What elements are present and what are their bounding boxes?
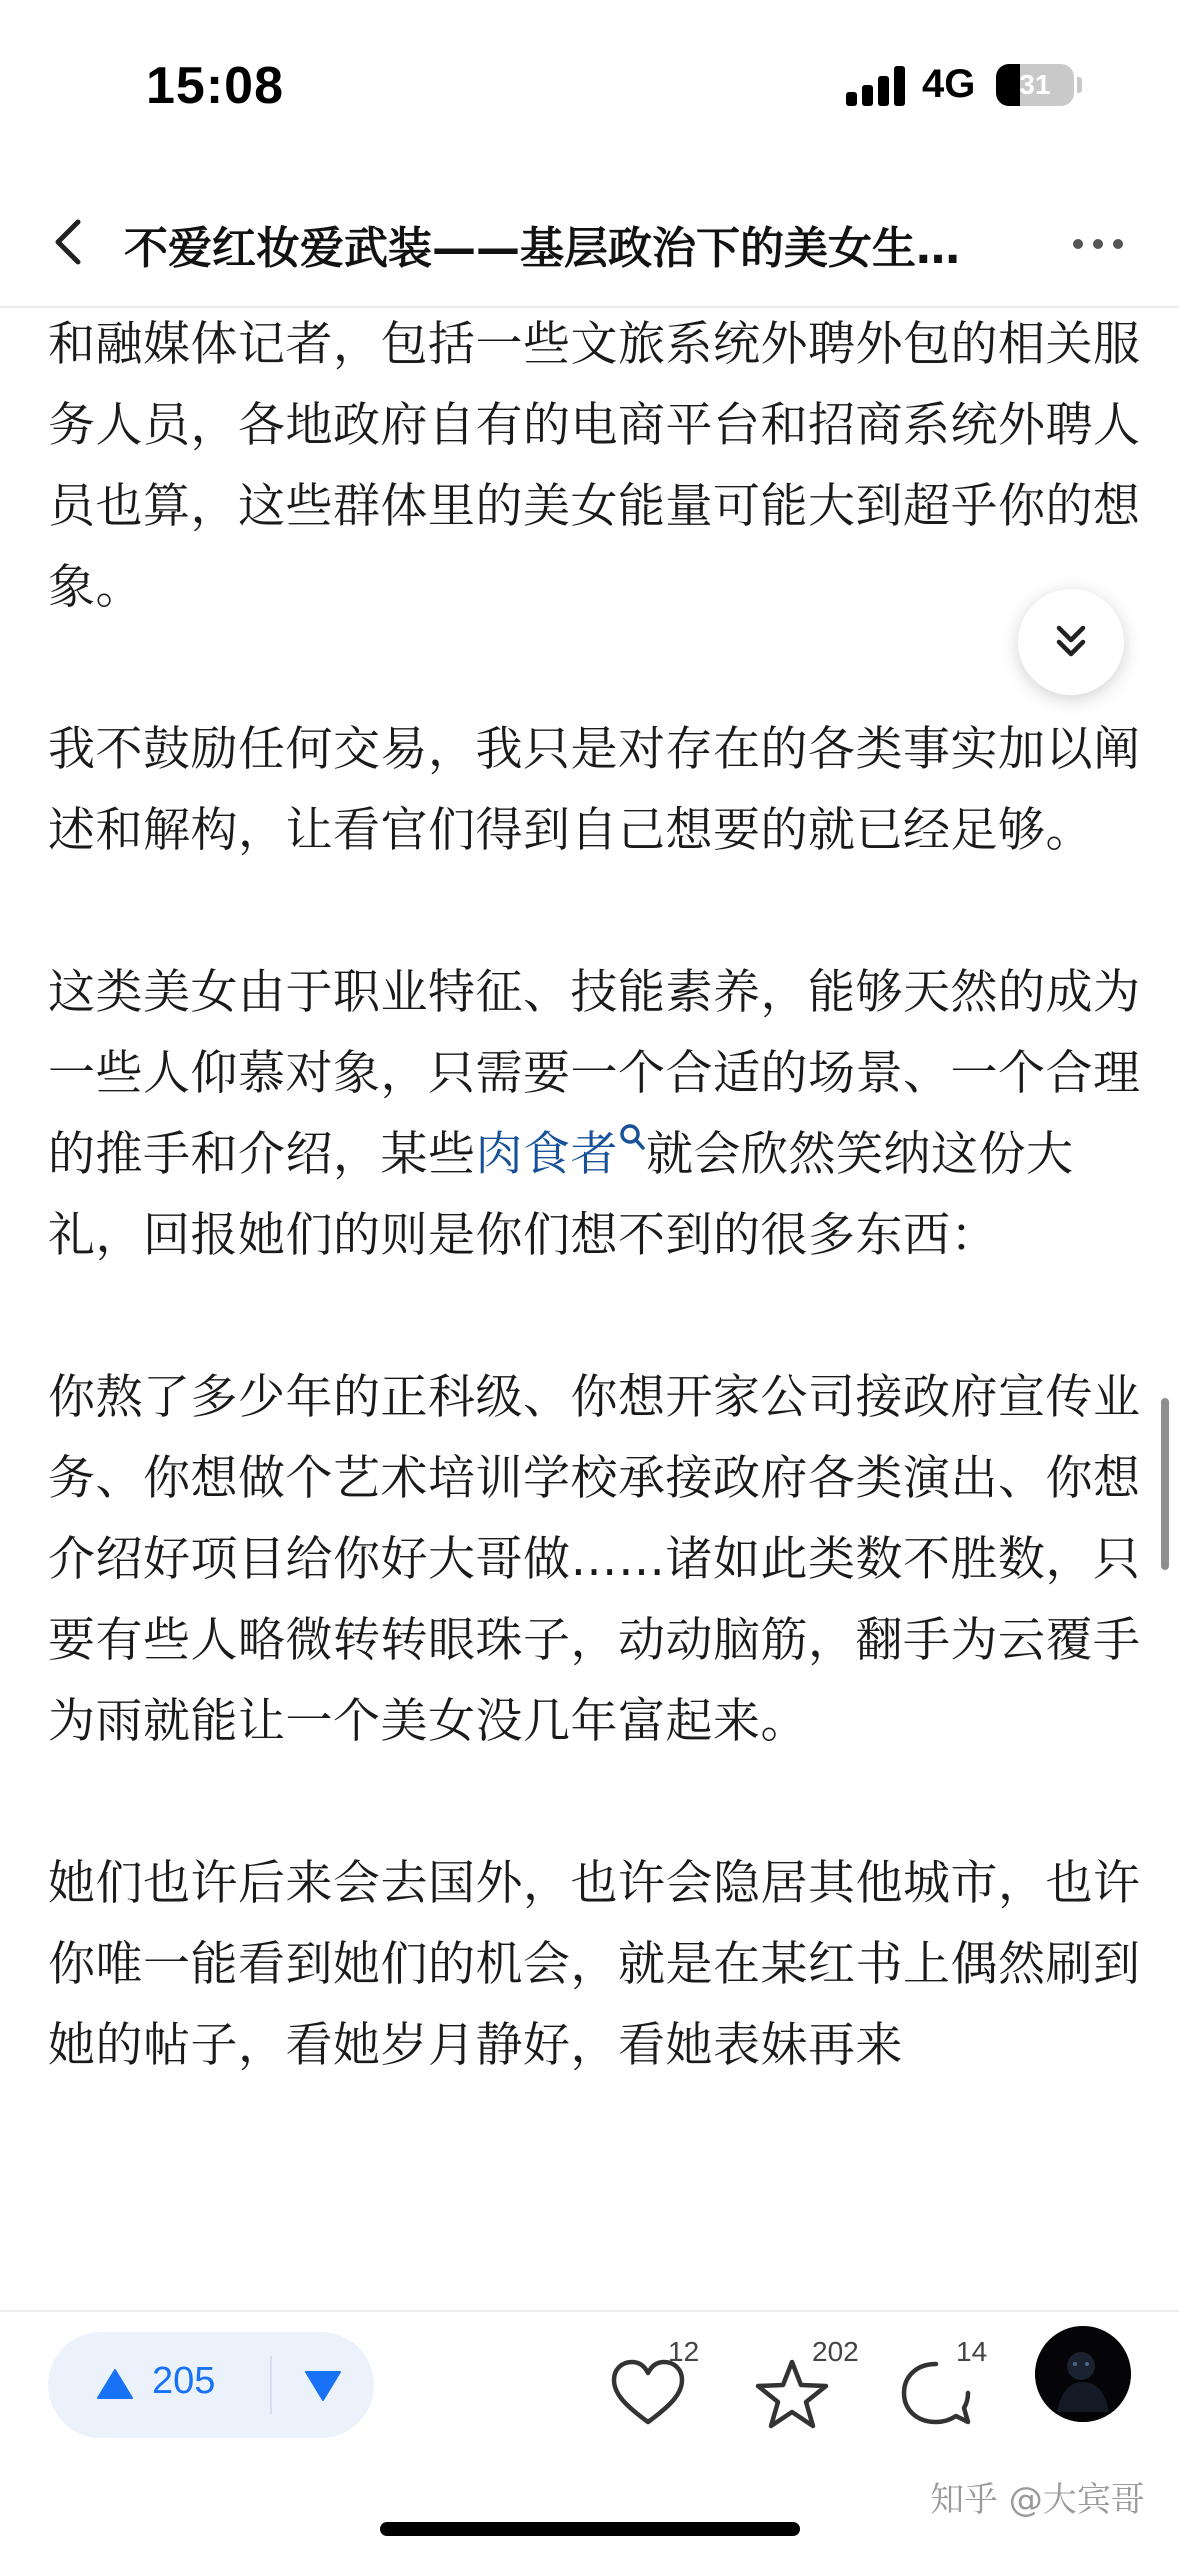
home-indicator[interactable]: [380, 2522, 800, 2536]
article-body: [48, 304, 1158, 2167]
battery-tip: [1077, 77, 1082, 93]
battery-icon: [996, 64, 1074, 106]
scroll-next-button[interactable]: [1018, 589, 1124, 695]
vote-divider: [270, 2356, 272, 2414]
article-paragraph: 她们也许后来会去国外，也许会隐居其他城市，也许你唯一能看到她们的机会，就是在某红书上偶然刷到她的帖子，看她岁月静好，看她表妹再来: [48, 1856, 1141, 2073]
cellular-signal-icon: [846, 66, 906, 106]
article-title[interactable]: 不爱红妆爱武装——基层政治下的美女生…: [124, 223, 960, 274]
article-paragraph: 我不鼓励任何交易，我只是对存在的各类事实加以阐述和解构，让看官们得到自己想要的就已经足够。: [48, 722, 1141, 858]
article-paragraph: 和融媒体记者，包括一些文旅系统外聘外包的相关服务人员，各地政府自有的电商平台和招商系统外聘人员也算，这些群体里的美女能量可能大到超乎你的想象。: [48, 317, 1141, 615]
comment-count: 14: [956, 2336, 988, 2367]
paragraph-text: 这类美女由于职业特征、技能素养，能够天然的成为一些人仰慕对象，只需要一个合适的场景、一个合理的推手和介绍，某些: [48, 965, 1141, 1182]
upvote-button[interactable]: [48, 2332, 270, 2438]
downvote-button[interactable]: [274, 2332, 374, 2438]
keyword-text: 肉食者: [475, 1127, 618, 1182]
chevron-left-icon: [40, 210, 104, 274]
article-paragraph: 你熬了多少年的正科级、你想开家公司接政府宣传业务、你想做个艺术培训学校承接政府各类演出、你想介绍好项目给你好大哥做……诸如此类数不胜数，只要有些人略微转转眼珠子，动动脑筋，翻手为云覆手为雨就能让一个美女没几年富起来。: [48, 1370, 1141, 1749]
like-button[interactable]: [610, 2334, 720, 2444]
bottom-action-bar: [0, 2310, 1179, 2556]
heart-icon: [610, 2358, 686, 2428]
favorite-button[interactable]: [754, 2334, 864, 2444]
network-type: 4G: [922, 62, 976, 106]
triangle-down-icon: [304, 2370, 342, 2402]
article-paragraph: [48, 952, 1158, 1276]
comment-icon: [898, 2358, 974, 2430]
battery-percentage: 31: [1019, 69, 1051, 100]
scrollbar-thumb[interactable]: [1161, 1398, 1169, 1570]
watermark: 知乎 @大宾哥: [930, 2480, 1145, 2520]
star-icon: [754, 2358, 830, 2430]
more-horizontal-icon: [1068, 214, 1132, 274]
more-options-button[interactable]: [1068, 214, 1132, 274]
keyword-search-link[interactable]: [476, 1127, 647, 1182]
double-chevron-down-icon: [1051, 622, 1091, 662]
search-icon: [618, 1122, 646, 1156]
back-button[interactable]: [40, 210, 104, 274]
comment-button[interactable]: [898, 2334, 1008, 2444]
paragraph-text: 就会欣然笑纳这份大礼，回报她们的则是你们想不到的很多东西：: [48, 1127, 1074, 1263]
triangle-up-icon: [96, 2368, 134, 2400]
status-time: 15:08: [146, 57, 284, 115]
upvote-count: 205: [152, 2360, 216, 2402]
article-header: [0, 180, 1179, 308]
favorite-count: 202: [812, 2336, 859, 2367]
status-bar: [0, 0, 1179, 170]
vote-control: [48, 2332, 374, 2438]
like-count: 12: [668, 2336, 700, 2367]
avatar-image: [1035, 2326, 1131, 2422]
author-avatar[interactable]: [1035, 2326, 1131, 2422]
